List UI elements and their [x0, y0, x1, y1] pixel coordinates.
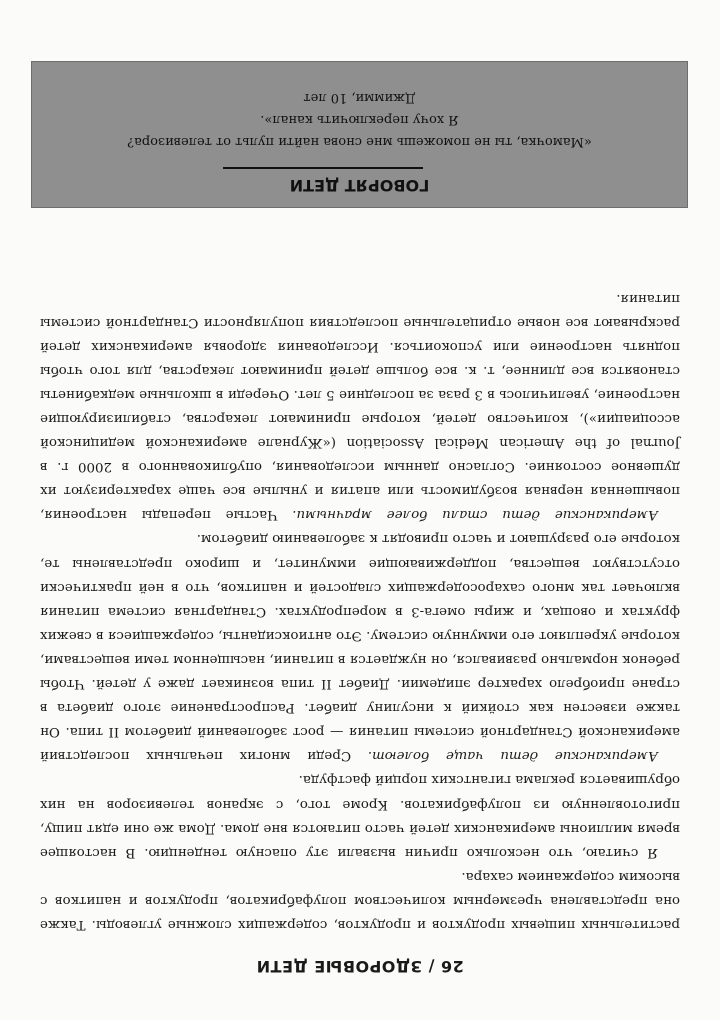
sidebar-title: ГОВОРЯТ ДЕТИ [289, 176, 430, 195]
paragraph-lead: Американские дети стали более мрачными. [292, 507, 658, 523]
page-header [0, 957, 720, 976]
chapter-title: ЗДОРОВЫЕ ДЕТИ [256, 957, 423, 976]
paragraph-text: Среди многих печальных последствий американской Стандартной системы питания — рост заболеваний диабетом II типа. Он также известен как стойкий к инсулину диабет. Распространение этого диабета в стране приобрело характер эпидемии. Диабет II типа возникает даже у детей. Чтобы ребенок нормально развивался, он нуждается в питании, насыщенном теми веществами, которые укрепляют его иммунную систему. Это антиоксиданты, содержащиеся в свежих фруктах и овощах, и жиры омега-3 в морепродуктах. Стандартная система питания включает так много сахаросодержащих сладостей и напитков, что в ней практически отсутствуют вещества, поддерживающие иммунитет, и широко представлены те, которые его разрушают и часто приводят к заболеванию диабетом. [40, 531, 680, 764]
kids-say-sidebar [31, 61, 688, 208]
paragraph: Я считаю, что несколько причин вызвали эту опасную тенденцию. В настоящее время миллионы американских детей часто питаются вне дома. Дома же они едят пищу, приготовленную из полуфабрикатов. Кроме того, с экранов телевизоров на них обрушивается реклама гигантских порций фастфуда. [40, 772, 680, 860]
sidebar-quote-line: Я хочу переключить канал». [260, 112, 459, 127]
sidebar-attribution: Джимми, 10 лет [303, 90, 416, 105]
sidebar-title-underline [223, 167, 423, 169]
body-text [40, 285, 680, 936]
paragraph-text: Частые перепады настроения, повышенная нервная возбудимость или апатия и унылые все чаще характеризуют их душевное состояние. Согласно данным исследования, опубликованного в 2000 г. в Journal of the American Medical Association («Журнале американской медицинской ассоциации»), количество детей, которые принимают лекарства, стабилизирующие настроение, увеличилось в 3 раза за последние 5 лет. Очереди в школьные медкабинеты становятся все длиннее, т. к. все больше детей принимают лекарства, для того чтобы поднять настроение или успокоиться. Исследования здоровья американских детей раскрывают все новые отрицательные последствия популярности Стандартной системы питания. [40, 290, 680, 523]
paragraph-lead: Американские дети чаще болеют. [367, 748, 658, 764]
header-separator: / [428, 957, 435, 976]
sidebar-quote-line: «Мамочка, ты не поможешь мне снова найти пульт от телевизора? [127, 134, 592, 149]
paragraph [40, 285, 680, 526]
page-number: 26 [440, 957, 464, 976]
paragraph [40, 526, 680, 767]
paragraph: растительных пищевых продуктов и продуктов, содержащих сложные углеводы. Также она представлена чрезмерным количеством полуфабрикатов, продуктов и напитков с высоким содержанием сахара. [40, 868, 680, 932]
